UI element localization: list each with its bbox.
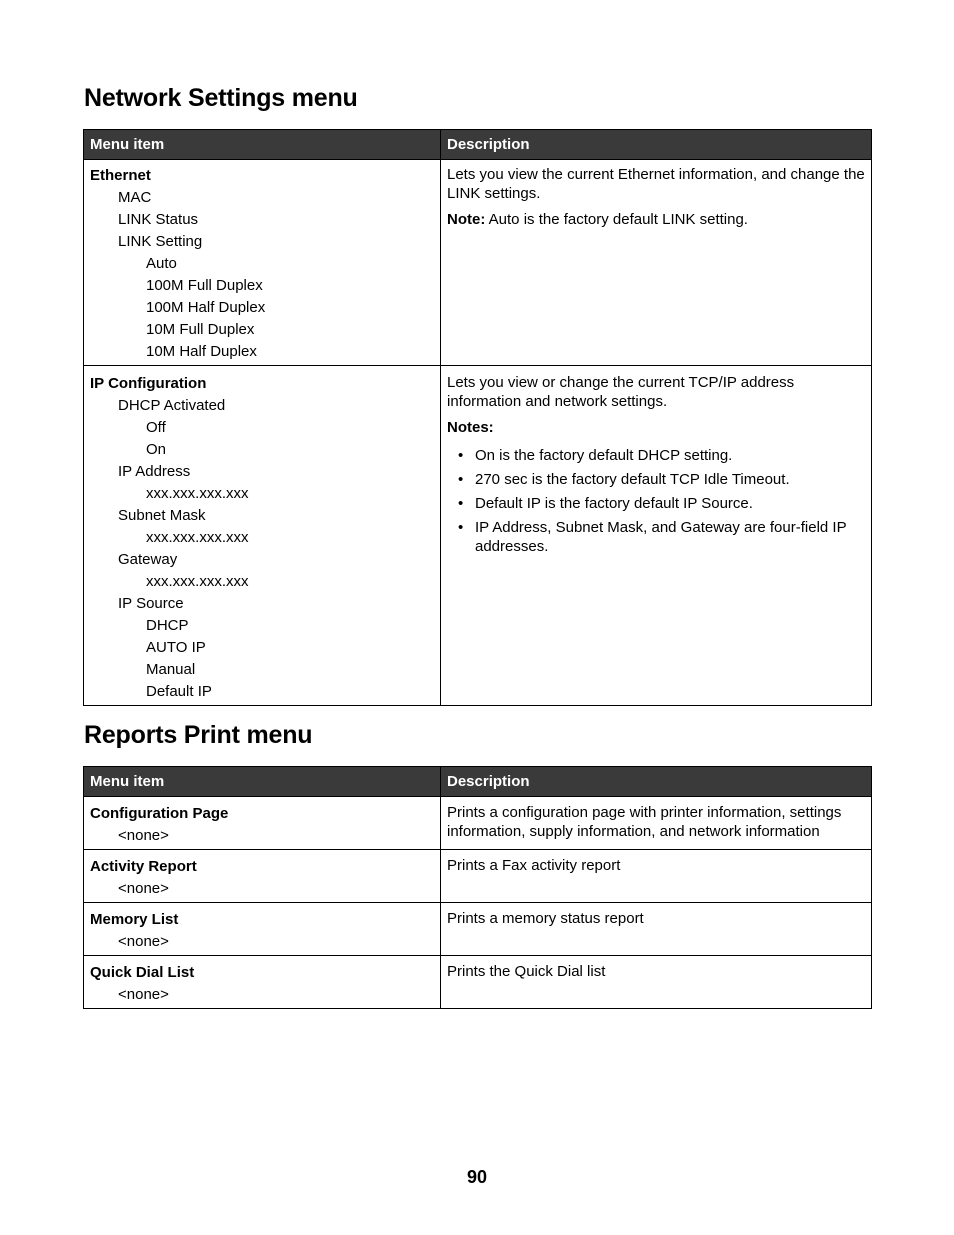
menu-subitem: 10M Half Duplex <box>146 343 257 360</box>
menu-subitem: Subnet Mask <box>118 507 206 524</box>
table-row <box>84 850 872 903</box>
menu-subitem: LINK Setting <box>118 233 203 250</box>
table-row <box>84 903 872 956</box>
description-cell: Prints the Quick Dial list <box>441 956 872 1009</box>
menu-heading-ethernet: Ethernet <box>90 167 151 184</box>
menu-item-cell <box>84 797 441 850</box>
menu-item-column-header: Menu item <box>84 130 441 160</box>
menu-item-cell <box>84 160 441 366</box>
menu-subitem: xxx.xxx.xxx.xxx <box>146 485 249 502</box>
note-text: IP Address, Subnet Mask, and Gateway are four-field IP addresses. <box>475 519 847 555</box>
menu-subitem: IP Address <box>118 463 191 480</box>
menu-subitem: <none> <box>118 986 169 1003</box>
menu-subitem: <none> <box>118 827 169 844</box>
description-column-header: Description <box>441 767 872 797</box>
notes-list <box>447 446 865 556</box>
menu-item-cell <box>84 850 441 903</box>
menu-item-cell <box>84 956 441 1009</box>
page-number: 90 <box>466 1167 488 1187</box>
menu-heading-ip-configuration: IP Configuration <box>90 375 207 392</box>
ip-description: Lets you view or change the current TCP/IP address information and network settings. <box>447 374 795 410</box>
menu-subitem: DHCP Activated <box>118 397 226 414</box>
table-header-row <box>84 130 872 160</box>
reports-print-title: Reports Print menu <box>84 721 313 749</box>
menu-subitem: 10M Full Duplex <box>146 321 255 338</box>
menu-subitem: Off <box>146 419 166 436</box>
menu-subitem: xxx.xxx.xxx.xxx <box>146 529 249 546</box>
bullet-icon: • <box>458 471 464 488</box>
note-text: 270 sec is the factory default TCP Idle Timeout. <box>475 471 790 488</box>
menu-item-cell <box>84 366 441 706</box>
table-header-row <box>84 767 872 797</box>
menu-subitem: 100M Half Duplex <box>146 299 266 316</box>
menu-subitem: xxx.xxx.xxx.xxx <box>146 573 249 590</box>
table-row <box>84 956 872 1009</box>
note-item <box>447 518 865 556</box>
menu-heading: Quick Dial List <box>90 964 195 981</box>
network-settings-title: Network Settings menu <box>84 84 358 112</box>
menu-subitem: Gateway <box>118 551 178 568</box>
menu-subitem: Default IP <box>146 683 212 700</box>
ethernet-description: Lets you view the current Ethernet information, and change the LINK settings. <box>447 166 865 202</box>
bullet-icon: • <box>458 447 464 464</box>
table-row <box>84 797 872 850</box>
menu-subitem: On <box>146 441 167 458</box>
ethernet-note <box>447 210 865 229</box>
description-cell: Prints a configuration page with printer information, settings information, supply information, and network information <box>441 797 872 850</box>
reports-print-table <box>83 766 872 1009</box>
menu-subitem: LINK Status <box>118 211 199 228</box>
note-item <box>447 494 865 513</box>
description-cell: Prints a Fax activity report <box>441 850 872 903</box>
reports-table-body <box>84 797 872 1009</box>
bullet-icon: • <box>458 519 464 536</box>
menu-subitem: <none> <box>118 880 169 897</box>
table-row-ip-configuration <box>84 366 872 706</box>
menu-subitem: MAC <box>118 189 152 206</box>
menu-subitem: IP Source <box>118 595 184 612</box>
note-text: On is the factory default DHCP setting. <box>475 447 733 464</box>
menu-item-cell <box>84 903 441 956</box>
menu-heading: Configuration Page <box>90 805 229 822</box>
description-column-header: Description <box>441 130 872 160</box>
menu-subitem: Manual <box>146 661 196 678</box>
description-cell <box>441 160 872 366</box>
note-item <box>447 470 865 489</box>
description-cell: Prints a memory status report <box>441 903 872 956</box>
notes-label: Notes: <box>447 419 494 436</box>
ethernet-item-list <box>90 187 434 363</box>
menu-subitem: Auto <box>146 255 177 272</box>
note-text: Auto is the factory default LINK setting. <box>485 211 748 228</box>
menu-heading: Activity Report <box>90 858 197 875</box>
note-label: Note: <box>447 211 486 228</box>
note-item <box>447 446 865 465</box>
description-cell <box>441 366 872 706</box>
table-row-ethernet <box>84 160 872 366</box>
ip-item-list <box>90 395 434 703</box>
note-text: Default IP is the factory default IP Source. <box>475 495 753 512</box>
bullet-icon: • <box>458 495 464 512</box>
menu-subitem: DHCP <box>146 617 189 634</box>
menu-item-column-header: Menu item <box>84 767 441 797</box>
menu-heading: Memory List <box>90 911 179 928</box>
menu-subitem: 100M Full Duplex <box>146 277 263 294</box>
menu-subitem: <none> <box>118 933 169 950</box>
menu-subitem: AUTO IP <box>146 639 206 656</box>
network-settings-table <box>83 129 872 706</box>
